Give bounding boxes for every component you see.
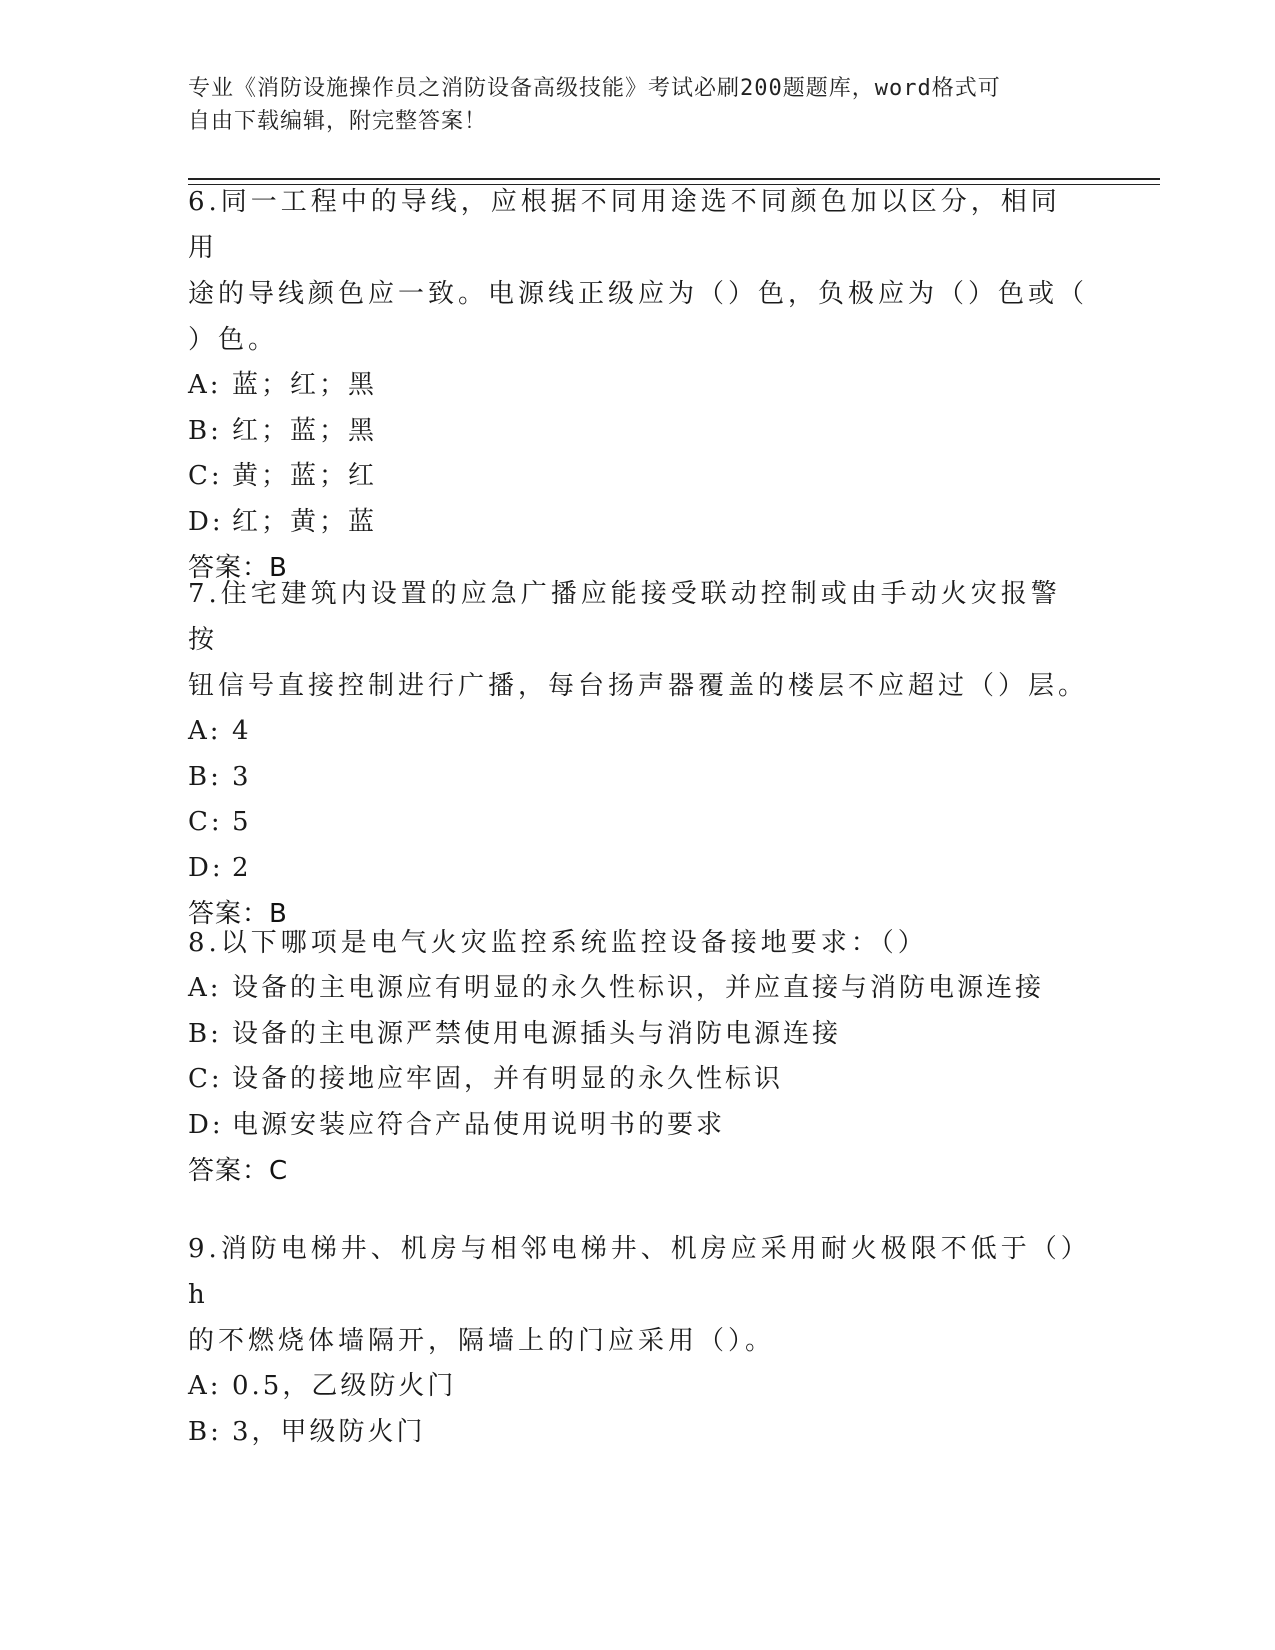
option-b [188, 755, 1088, 801]
option-b [188, 409, 1088, 455]
option-c [188, 454, 1088, 500]
stem-line: 7.住宅建筑内设置的应急广播应能接受联动控制或由手动火灾报警按 [188, 579, 1061, 655]
question-stem [188, 1226, 1088, 1364]
option-label: B: [188, 761, 222, 792]
option-label: C: [188, 1064, 223, 1094]
question-8 [188, 920, 1088, 1194]
option-text: 蓝；红；黑 [232, 370, 378, 400]
stem-line: 9.消防电梯井、机房与相邻电梯井、机房应采用耐火极限不低于（）h [188, 1234, 1078, 1310]
stem-line: 钮信号直接控制进行广播，每台扬声器覆盖的楼层不应超过（）层。 [188, 671, 1089, 701]
option-text: 红；蓝；黑 [232, 415, 378, 446]
option-label: A: [188, 1371, 222, 1401]
option-d [188, 1103, 1088, 1149]
option-label: D: [188, 1109, 224, 1140]
option-a [188, 363, 1088, 409]
option-label: A: [188, 716, 222, 746]
option-c [188, 800, 1088, 846]
stem-line: 6.同一工程中的导线，应根据不同用途选不同颜色加以区分，相同用 [188, 187, 1061, 263]
option-text: 5 [232, 807, 252, 837]
option-label: C: [188, 461, 223, 491]
question-stem [188, 179, 1088, 363]
option-label: D: [188, 852, 224, 883]
option-text: 设备的接地应牢固，并有明显的永久性标识 [232, 1064, 784, 1094]
option-text: 设备的主电源严禁使用电源插头与消防电源连接 [232, 1018, 842, 1049]
stem-line: ）色。 [188, 325, 279, 355]
answer: 答案：C [188, 1156, 289, 1186]
option-text: 3，甲级防火门 [232, 1416, 426, 1447]
question-stem [188, 571, 1088, 709]
option-text: 设备的主电源应有明显的永久性标识，并应直接与消防电源连接 [232, 973, 1045, 1003]
answer: 答案：B [188, 553, 288, 583]
question-stem [188, 920, 1088, 966]
option-b [188, 1012, 1088, 1058]
option-label: D: [188, 506, 224, 537]
header-line-2: 自由下载编辑，附完整答案！ [188, 109, 488, 134]
stem-line: 的不燃烧体墙隔开，隔墙上的门应采用（）。 [188, 1326, 776, 1356]
option-label: A: [188, 973, 222, 1003]
question-7 [188, 571, 1088, 937]
question-9 [188, 1226, 1088, 1455]
option-d [188, 500, 1088, 546]
option-a [188, 966, 1088, 1012]
option-text: 2 [232, 852, 252, 883]
option-text: 4 [232, 716, 252, 746]
option-c [188, 1057, 1088, 1103]
stem-line: 8.以下哪项是电气火灾监控系统监控设备接地要求：（） [188, 928, 928, 958]
option-text: 3 [232, 761, 252, 792]
header-line-1: 专业《消防设施操作员之消防设备高级技能》考试必刷200题题库，word格式可 [188, 76, 1001, 101]
question-6 [188, 179, 1088, 591]
option-label: B: [188, 1018, 222, 1049]
option-label: B: [188, 1416, 222, 1447]
option-text: 红；黄；蓝 [232, 506, 378, 537]
option-b [188, 1410, 1088, 1456]
option-text: 电源安装应符合产品使用说明书的要求 [232, 1109, 726, 1140]
document-header [188, 72, 1088, 138]
option-d [188, 846, 1088, 892]
option-label: A: [188, 370, 222, 400]
answer: 答案：B [188, 899, 288, 929]
option-text: 0.5，乙级防火门 [232, 1371, 457, 1401]
option-text: 黄；蓝；红 [232, 461, 378, 491]
stem-line: 途的导线颜色应一致。电源线正级应为（）色，负极应为（）色或（ [188, 279, 1089, 309]
option-label: B: [188, 415, 222, 446]
option-label: C: [188, 807, 223, 837]
option-a [188, 709, 1088, 755]
option-a [188, 1364, 1088, 1410]
